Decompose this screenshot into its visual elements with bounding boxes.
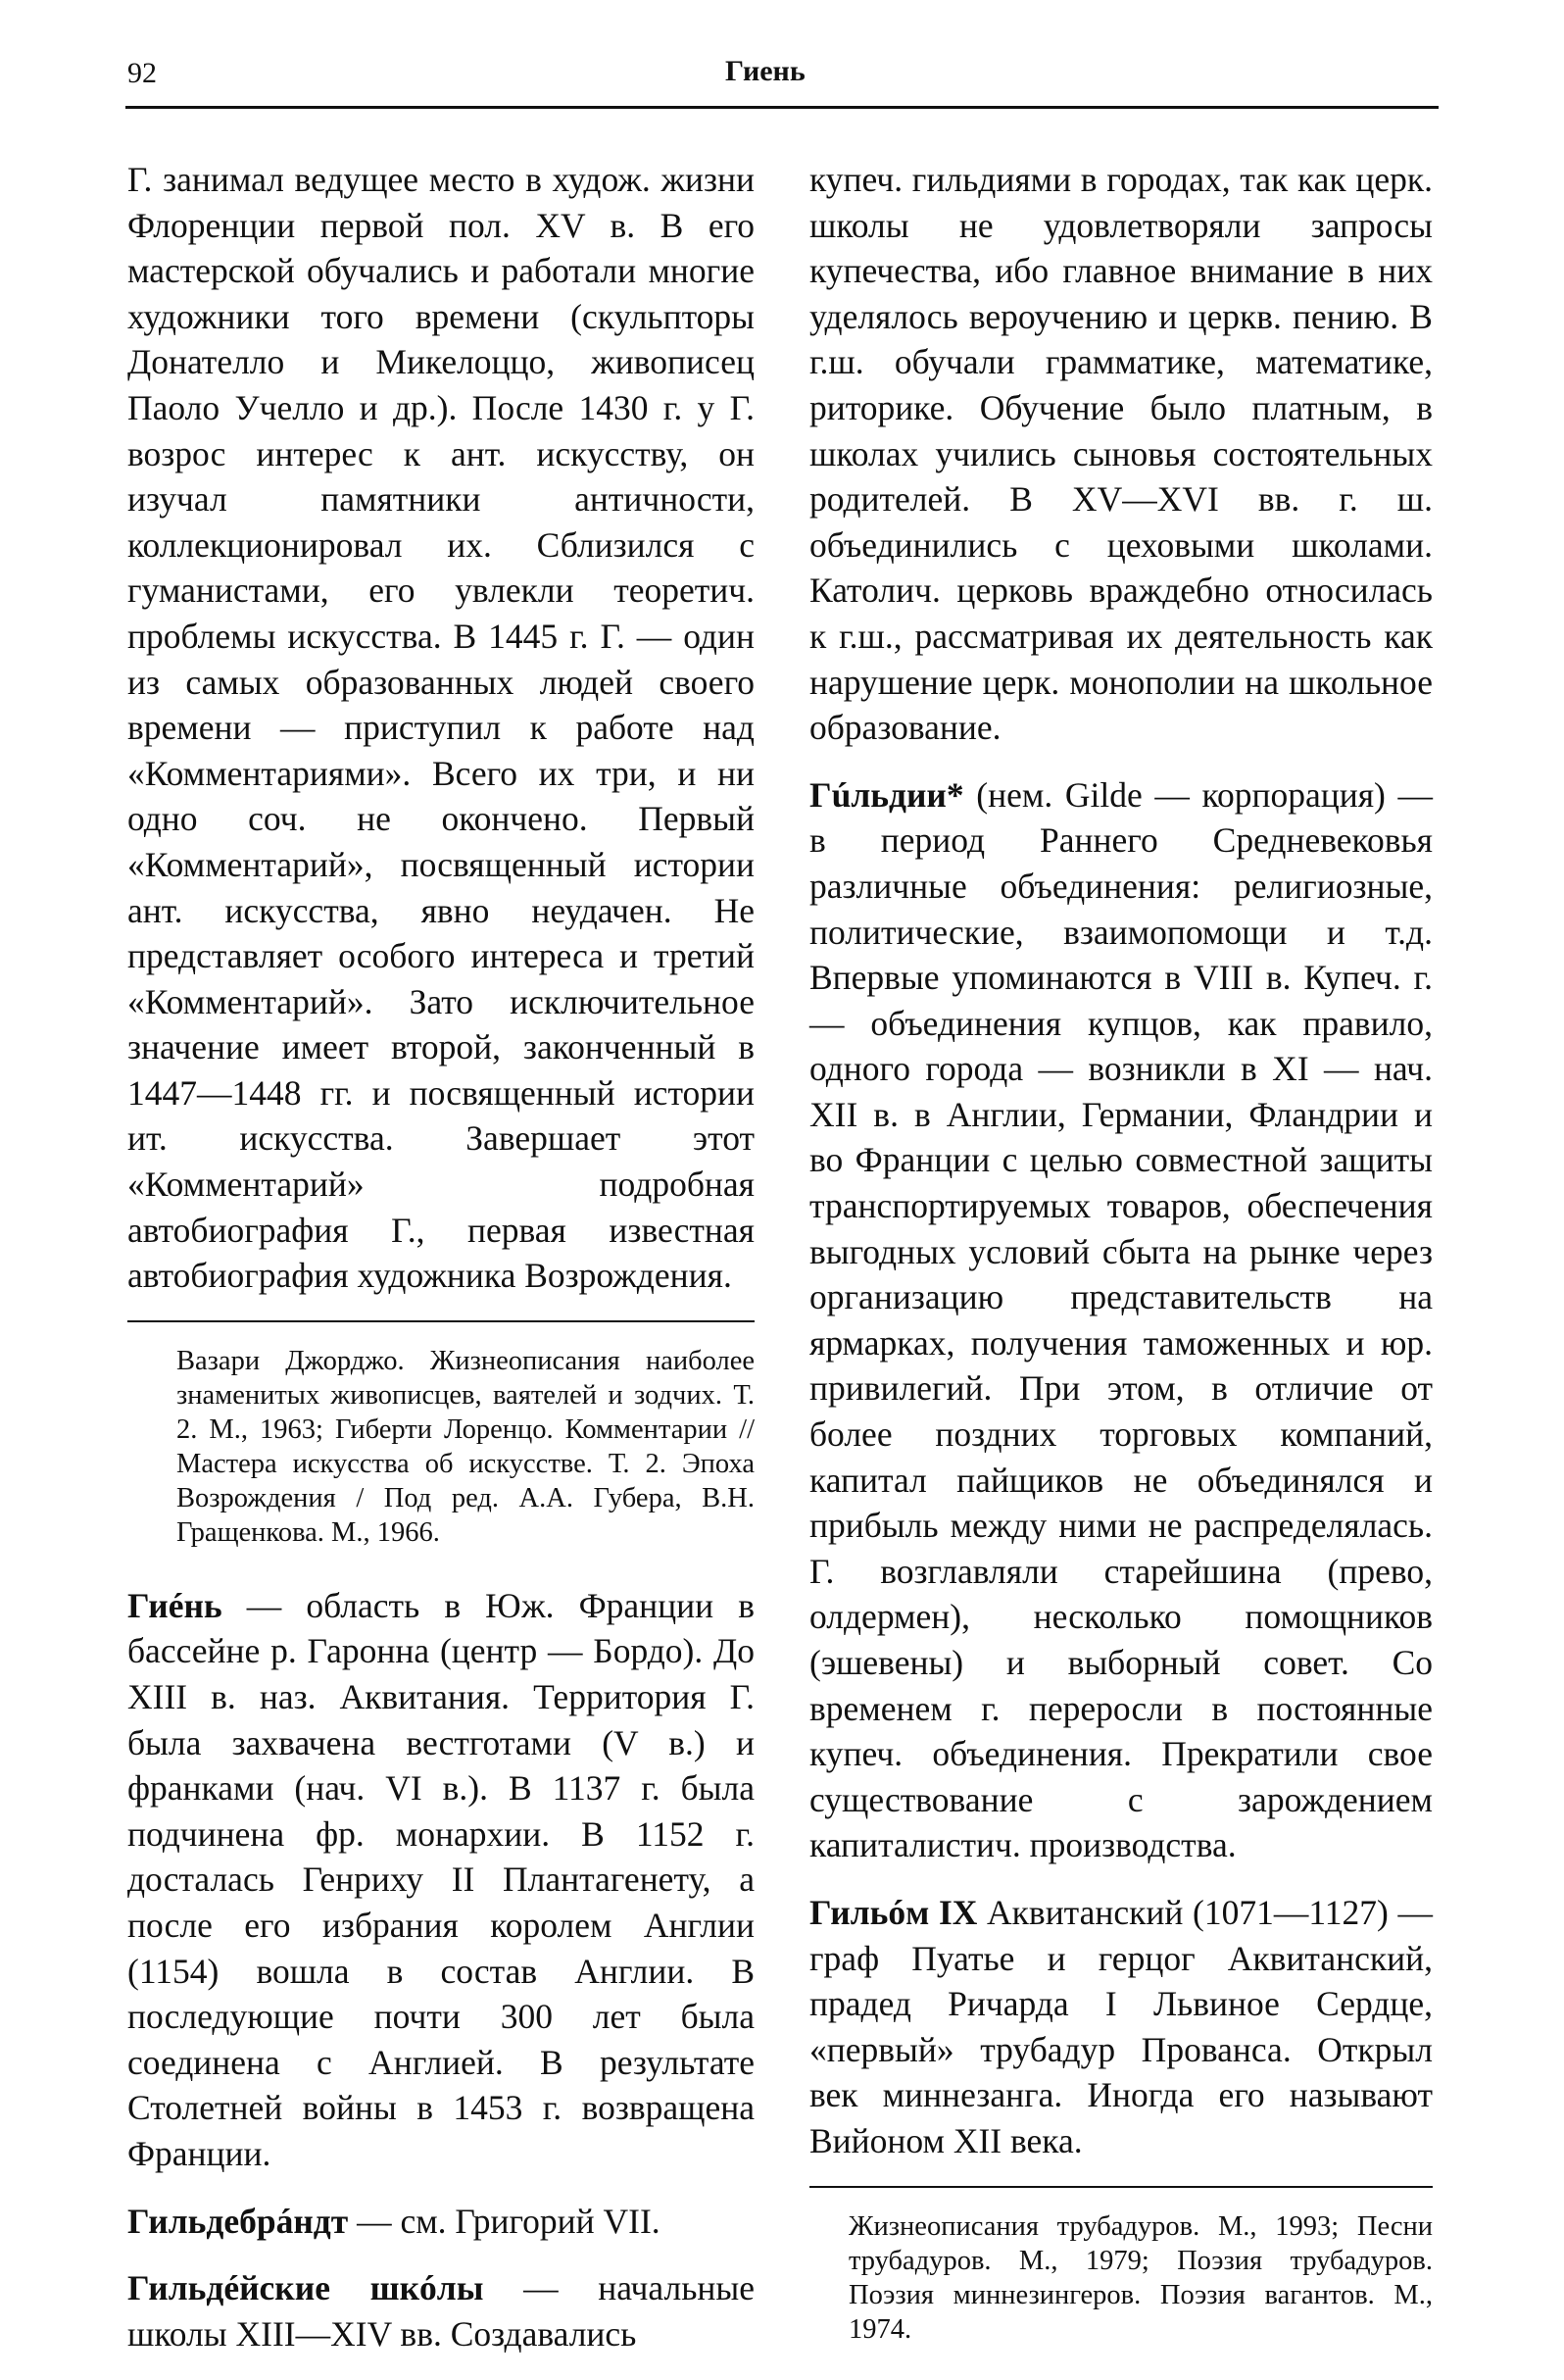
entry-guienne	[127, 1583, 755, 2177]
crossref-hildebrand: — см. Григорий VII.	[348, 2201, 660, 2241]
page-number: 92	[127, 57, 157, 89]
bibliography-ghiberti: Вазари Джорджо. Жизнеописания наиболее знаменитых живописцев, ваятелей и зодчих. Т. 2. М., 1963; Гиберти Лоренцо. Комментарии // Мастера искусства об искусстве. Т. 2. Эпоха Возрождения / Под ред. А.А. Губера, В.Н. Гращенкова. М., 1966.	[127, 1320, 755, 1550]
headword-hildebrand: Гильдебрáндт	[127, 2201, 349, 2241]
entry-ghiberti-continuation: Г. занимал ведущее место в худож. жизни Флоренции первой пол. XV в. В его мастерской обучались и работали многие художники того времени (скульпторы Донателло и Микелоццо, живописец Паоло Учелло и др.). После 1430 г. у Г. возрос интерес к ант. искусству, он изучал памятники античности, коллекционировал их. Сблизился с гуманистами, его увлекли теоретич. проблемы искусства. В 1445 г. Г. — один из самых образованных людей своего времени — приступил к работе над «Комментариями». Всего их три, и ни одно соч. не окончено. Первый «Комментарий», посвященный истории ант. искусства, явно неудачен. Не представляет особого интереса и третий «Комментарий». Зато исключительное значение имеет второй, законченный в 1447—1448 гг. и посвященный истории ит. искусства. Завершает этот «Комментарий» подробная автобиография Г., первая известная автобиография художника Возрождения.	[127, 160, 755, 1296]
headword-guienne: Гиéнь	[127, 1585, 222, 1625]
entry-william-ix	[809, 1890, 1433, 2164]
definition-guilds: (нем. Gilde — корпорация) — в период Раннего Средневековья различные объединения: религиозные, политические, взаимопомощи и т.д. Впервые упоминаются в VIII в. Купеч. г. — объединения купцов, как правило, одного города — возникли в XI — нач. XII в. в Англии, Германии, Фландрии и во Франции с целью совместной защиты транспортируемых товаров, обеспечения выгодных условий сбыта на рынке через организацию представительств на ярмарках, получения таможенных и юр. привилегий. При этом, в отличие от более поздних торговых компаний, капитал пайщиков не объединялся и прибыль между ними не распределялась. Г. возглавляли старейшина (прево, олдермен), несколько помощников (эшевены) и выборный совет. Со временем г. переросли в постоянные купеч. объединения. Прекратили свое существование с зарождением капиталистич. производства.	[809, 774, 1433, 1865]
entry-guild-schools	[127, 2265, 755, 2356]
definition-william-ix: Аквитанский (1071—1127) — граф Пуатье и герцог Аквитанский, прадед Ричарда I Львиное Сердце, «первый» трубадур Прованса. Открыл век миннезанга. Иногда его называют Вийоном XII века.	[809, 1892, 1433, 2160]
entry-hildebrand	[127, 2199, 755, 2245]
bibliography-troubadours: Жизнеописания трубадуров. М., 1993; Песни трубадуров. М., 1979; Поэзия трубадуров. Поэзия миннезингеров. Поэзия вагантов. М., 1974.	[809, 2186, 1433, 2347]
headword-guild-schools: Гильдéйские шкóлы	[127, 2268, 484, 2308]
page-header	[125, 51, 1439, 109]
headword-guilds: Гúльдии*	[809, 774, 964, 815]
definition-guild-schools: — начальные школы XIII—XIV вв. Создавались	[127, 2268, 755, 2354]
headword-william-ix: Гильóм IX	[809, 1892, 978, 1932]
entry-guilds	[809, 772, 1433, 1868]
right-column	[809, 157, 1433, 2380]
definition-guienne: — область в Юж. Франции в бассейне р. Гаронна (центр — Бордо). До XIII в. наз. Аквитания. Территория Г. была захвачена вестготами (V в.) и франками (нач. VI в.). В 1137 г. была подчинена фр. монархии. В 1152 г. досталась Генриху II Плантагенету, а после его избрания королем Англии (1154) вошла в состав Англии. В последующие почти 300 лет была соединена с Англией. В результате Столетней войны в 1453 г. возвращена Франции.	[127, 1585, 755, 2173]
running-head: Гиень	[725, 55, 806, 87]
entry-guild-schools-continuation: купеч. гильдиями в городах, так как церк. школы не удовлетворяли запросы купечества, ибо главное внимание в них уделялось вероучению и церкв. пению. В г.ш. обучали грамматике, математике, риторике. Обучение было платным, в школах учились сыновья состоятельных родителей. В XV—XVI вв. г. ш. объединились с цеховыми школами. Католич. церковь враждебно относилась к г.ш., рассматривая их деятельность как нарушение церк. монополии на школьное образование.	[809, 160, 1433, 748]
left-column	[127, 157, 755, 2378]
